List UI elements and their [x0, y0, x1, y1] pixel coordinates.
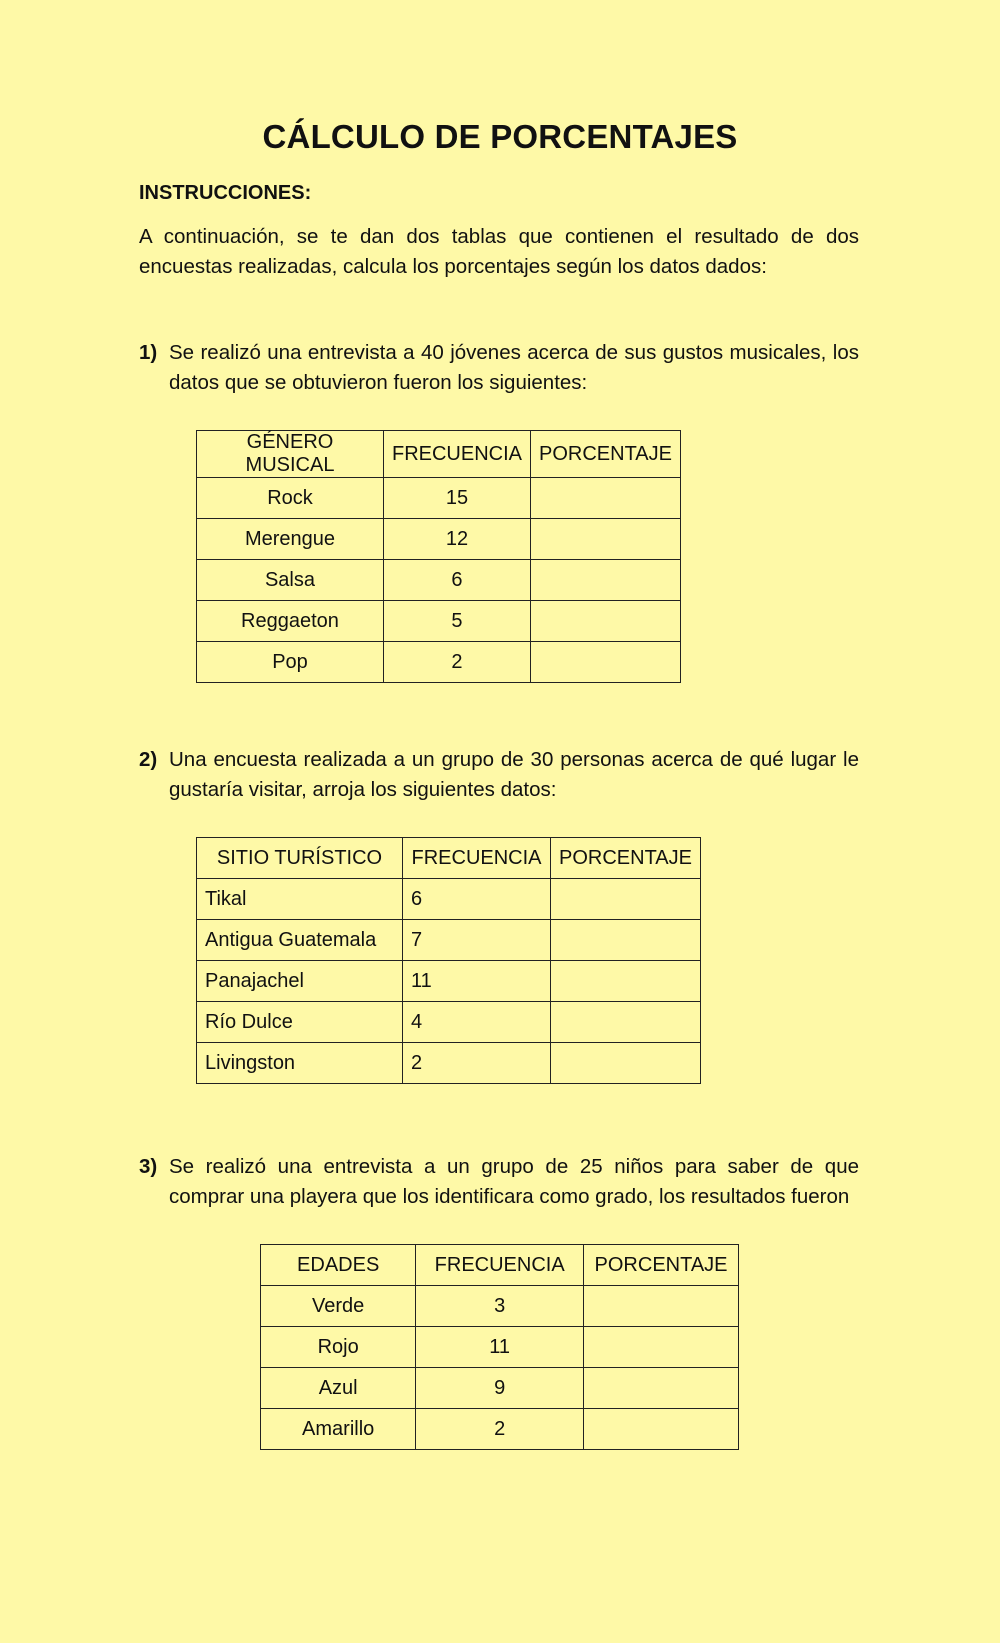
- table-row: [197, 642, 681, 683]
- question-number: 2): [139, 748, 158, 771]
- question-text: Se realizó una entrevista a un grupo de 25 niños para saber de que comprar una playera que los identificara como grado, los resultados fueron: [169, 1155, 859, 1208]
- category-cell: Río Dulce: [197, 1002, 403, 1043]
- header-cell: PORCENTAJE: [584, 1245, 739, 1286]
- category-cell: Salsa: [197, 560, 384, 601]
- table-row: [261, 1368, 739, 1409]
- percentage-cell[interactable]: [531, 478, 681, 519]
- page-title: CÁLCULO DE PORCENTAJES: [262, 118, 738, 155]
- table-shirt-colors: [260, 1244, 739, 1450]
- category-cell: Verde: [261, 1286, 416, 1327]
- frequency-cell: 3: [416, 1286, 584, 1327]
- frequency-cell: 15: [383, 478, 530, 519]
- percentage-cell[interactable]: [551, 920, 701, 961]
- header-cell: FRECUENCIA: [403, 838, 551, 879]
- table-tourist-sites: [196, 837, 701, 1084]
- percentage-cell[interactable]: [551, 1002, 701, 1043]
- table-row: [261, 1286, 739, 1327]
- table-row: [197, 961, 701, 1002]
- frequency-cell: 6: [403, 879, 551, 920]
- table-row: [197, 560, 681, 601]
- category-cell: Reggaeton: [197, 601, 384, 642]
- header-cell: EDADES: [261, 1245, 416, 1286]
- frequency-cell: 11: [416, 1327, 584, 1368]
- percentage-cell[interactable]: [531, 560, 681, 601]
- category-cell: Azul: [261, 1368, 416, 1409]
- category-cell: Antigua Guatemala: [197, 920, 403, 961]
- percentage-cell[interactable]: [531, 601, 681, 642]
- header-cell: PORCENTAJE: [531, 431, 681, 478]
- table-row: [261, 1409, 739, 1450]
- question-text: Se realizó una entrevista a 40 jóvenes acerca de sus gustos musicales, los datos que se obtuvieron fueron los siguientes:: [169, 341, 859, 394]
- percentage-cell[interactable]: [584, 1286, 739, 1327]
- percentage-cell[interactable]: [551, 1043, 701, 1084]
- question-3: [139, 1152, 859, 1212]
- table-row: [197, 920, 701, 961]
- frequency-cell: 11: [403, 961, 551, 1002]
- frequency-cell: 9: [416, 1368, 584, 1409]
- percentage-cell[interactable]: [584, 1409, 739, 1450]
- category-cell: Amarillo: [261, 1409, 416, 1450]
- category-cell: Merengue: [197, 519, 384, 560]
- table-row: [197, 879, 701, 920]
- table-row: [197, 601, 681, 642]
- question-number: 1): [139, 341, 158, 364]
- category-cell: Tikal: [197, 879, 403, 920]
- table-header-row: [197, 431, 681, 478]
- category-cell: Panajachel: [197, 961, 403, 1002]
- instructions-label: INSTRUCCIONES:: [139, 182, 312, 204]
- header-cell: FRECUENCIA: [383, 431, 530, 478]
- frequency-cell: 4: [403, 1002, 551, 1043]
- question-2: [139, 745, 859, 805]
- question-number: 3): [139, 1155, 158, 1178]
- percentage-cell[interactable]: [584, 1368, 739, 1409]
- instructions-text: A continuación, se te dan dos tablas que contienen el resultado de dos encuestas realizadas, calcula los porcentajes según los datos dados:: [139, 225, 859, 278]
- frequency-cell: 12: [383, 519, 530, 560]
- question-1: [139, 338, 859, 398]
- frequency-cell: 2: [416, 1409, 584, 1450]
- table-header-row: [197, 838, 701, 879]
- frequency-cell: 7: [403, 920, 551, 961]
- frequency-cell: 2: [403, 1043, 551, 1084]
- category-cell: Rock: [197, 478, 384, 519]
- percentage-cell[interactable]: [551, 879, 701, 920]
- table-row: [197, 1043, 701, 1084]
- percentage-cell[interactable]: [531, 519, 681, 560]
- table-row: [197, 478, 681, 519]
- table-music-genres: [196, 430, 681, 683]
- frequency-cell: 2: [383, 642, 530, 683]
- table-header-row: [261, 1245, 739, 1286]
- percentage-cell[interactable]: [584, 1327, 739, 1368]
- table-row: [261, 1327, 739, 1368]
- percentage-cell[interactable]: [531, 642, 681, 683]
- percentage-cell[interactable]: [551, 961, 701, 1002]
- table-row: [197, 1002, 701, 1043]
- header-cell: SITIO TURÍSTICO: [197, 838, 403, 879]
- table-row: [197, 519, 681, 560]
- header-cell: FRECUENCIA: [416, 1245, 584, 1286]
- header-cell: GÉNERO MUSICAL: [197, 431, 384, 478]
- header-cell: PORCENTAJE: [551, 838, 701, 879]
- frequency-cell: 6: [383, 560, 530, 601]
- category-cell: Pop: [197, 642, 384, 683]
- question-text: Una encuesta realizada a un grupo de 30 personas acerca de qué lugar le gustaría visitar, arroja los siguientes datos:: [169, 748, 859, 801]
- frequency-cell: 5: [383, 601, 530, 642]
- category-cell: Livingston: [197, 1043, 403, 1084]
- category-cell: Rojo: [261, 1327, 416, 1368]
